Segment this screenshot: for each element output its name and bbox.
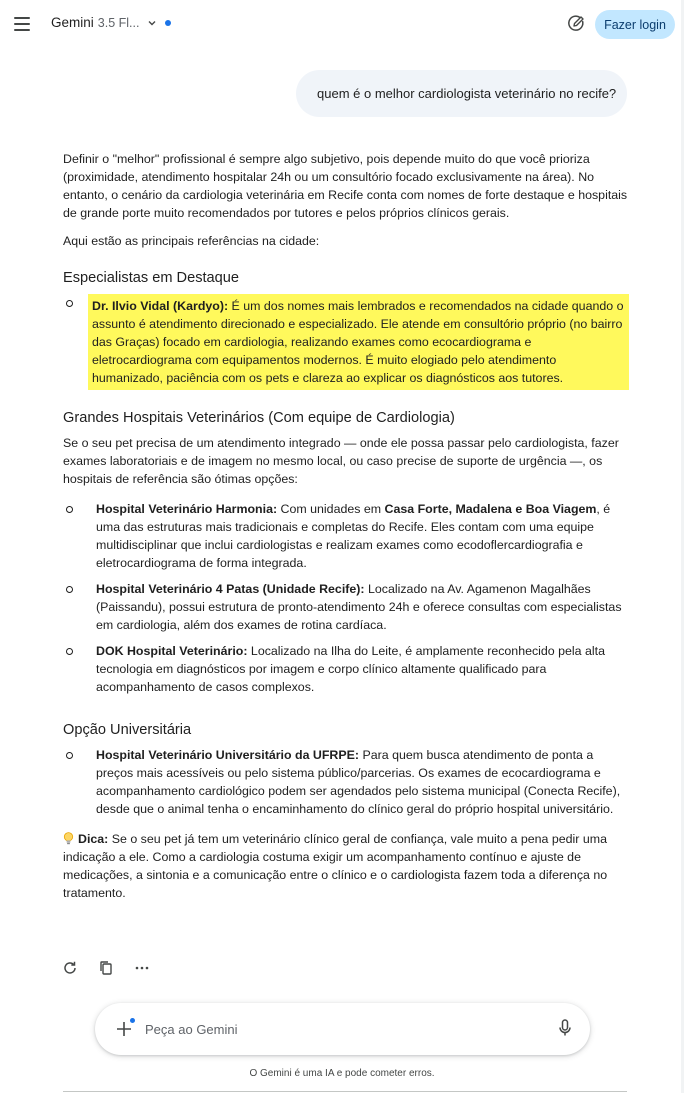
hospital-name: Hospital Veterinário 4 Patas (Unidade Recife):	[96, 582, 365, 596]
university-text: Para quem busca atendimento de ponta a preços mais acessíveis ou pelo sistema público/parcerias. Os exames de ecocardiograma e acompanhamento cardiológico podem ser agendados pelo sistema municipal (Conecta Recife), desde que o animal tenha o encaminhamento do clínico geral do próprio hospital universitário.	[96, 748, 621, 816]
assistant-response	[63, 150, 633, 912]
new-chat-icon[interactable]	[565, 13, 587, 35]
hospital-name: Hospital Veterinário Harmonia:	[96, 502, 278, 516]
list-item	[63, 642, 633, 696]
highlighted-text	[88, 294, 629, 390]
login-button[interactable]: Fazer login	[595, 10, 675, 39]
specialist-text: É um dos nomes mais lembrados e recomendados na cidade quando o assunto é atendimento direcionado e especializado. Ele atende em consultório próprio (no bairro das Graças) focado em cardiologia, realizando exames como ecocardiograma e eletrocardiograma com equipamentos modernos. É muito elogiado pelo atendimento humanizado, paciência com os pets e clareza ao explicar os diagnósticos aos tutores.	[92, 299, 624, 385]
app-name: Gemini	[51, 15, 94, 30]
more-horizontal-icon	[134, 960, 150, 976]
copy-button[interactable]	[98, 960, 114, 976]
section-title-specialists: Especialistas em Destaque	[63, 270, 240, 286]
list-item	[63, 580, 633, 634]
copy-icon	[98, 960, 114, 976]
disclaimer: O Gemini é uma IA e pode cometer erros.	[249, 1068, 435, 1079]
tip-label: Dica:	[78, 832, 109, 846]
hospital-locations: Casa Forte, Madalena e Boa Viagem	[384, 502, 597, 516]
hospitals-list	[63, 500, 633, 696]
hospitals-intro: Se o seu pet precisa de um atendimento integrado — onde ele possa passar pelo cardiologista, fazer exames laboratoriais e de imagem no mesmo local, ou caso precise de suporte de urgência —, os hospitais de referência são ótimas opções:	[63, 436, 619, 486]
divider	[63, 1091, 627, 1092]
specialists-list	[63, 294, 633, 390]
response-actions	[62, 960, 150, 976]
hospital-text: , é uma das estruturas mais tradicionais e completas do Recife. Eles contam com uma equipe multidisciplinar que inclui cardiologistas e realizam exames como ecodoflercardiografia e eletrocardiograma de forma integrada.	[96, 502, 611, 570]
refresh-icon	[62, 960, 78, 976]
response-intro: Definir o "melhor" profissional é sempre algo subjetivo, pois depende muito do que você prioriza (proximidade, atendimento hospitalar 24h ou um consultório focado exclusivamente na área). No entanto, o cenário da cardiologia veterinária em Recife conta com nomes de forte destaque e hospitais de grande porte muito recomendados por tutores e pelos próprios clínicos gerais.	[63, 152, 628, 220]
list-item	[63, 294, 633, 390]
model-selector[interactable]	[51, 15, 171, 30]
hospital-text: Localizado na Av. Agamenon Magalhães (Paissandu), possui estrutura de pronto-atendimento 24h e oferece consultas com especialistas em cardiologia, além dos exames de rotina cardíaca.	[96, 582, 622, 632]
menu-icon[interactable]	[14, 14, 34, 34]
section-title-university: Opção Universitária	[63, 722, 192, 738]
model-name: 3.5 Fl...	[97, 15, 140, 30]
more-options-button[interactable]	[134, 960, 150, 976]
regenerate-button[interactable]	[62, 960, 78, 976]
prompt-input[interactable]	[145, 1017, 545, 1041]
university-list	[63, 746, 633, 818]
new-indicator-dot	[165, 20, 171, 26]
tip-text: Se o seu pet já tem um veterinário clínico geral de confiança, vale muito a pena pedir uma indicação a ele. Como a cardiologia costuma exigir um acompanhamento contínuo e ajuste de medicações, a sintonia e a comunicação entre o clínico e o cardiologista fazem toda a diferença no tratamento.	[63, 832, 608, 900]
list-item	[63, 500, 633, 572]
specialist-name: Dr. Ilvio Vidal (Kardyo):	[92, 299, 229, 313]
university-name: Hospital Veterinário Universitário da UFRPE:	[96, 748, 360, 762]
chevron-down-icon	[147, 18, 157, 28]
hospital-text: Localizado na Ilha do Leite, é amplamente reconhecido pela alta tecnologia em diagnósticos por imagem e corpo clínico altamente qualificado para acompanhamento de casos complexos.	[96, 644, 605, 694]
tip-paragraph	[63, 830, 633, 902]
hospital-text: Com unidades em	[277, 502, 385, 516]
hospital-name: DOK Hospital Veterinário:	[96, 644, 248, 658]
prompt-composer	[95, 1003, 590, 1055]
lightbulb-icon	[63, 832, 74, 845]
new-indicator-dot	[130, 1018, 135, 1023]
user-message: quem é o melhor cardiologista veterinário no recife?	[296, 70, 627, 117]
list-item	[63, 746, 633, 818]
section-title-hospitals: Grandes Hospitais Veterinários (Com equipe de Cardiologia)	[63, 410, 455, 426]
response-intro-2: Aqui estão as principais referências na cidade:	[63, 234, 320, 248]
top-bar	[0, 0, 684, 48]
microphone-icon[interactable]	[558, 1019, 572, 1037]
